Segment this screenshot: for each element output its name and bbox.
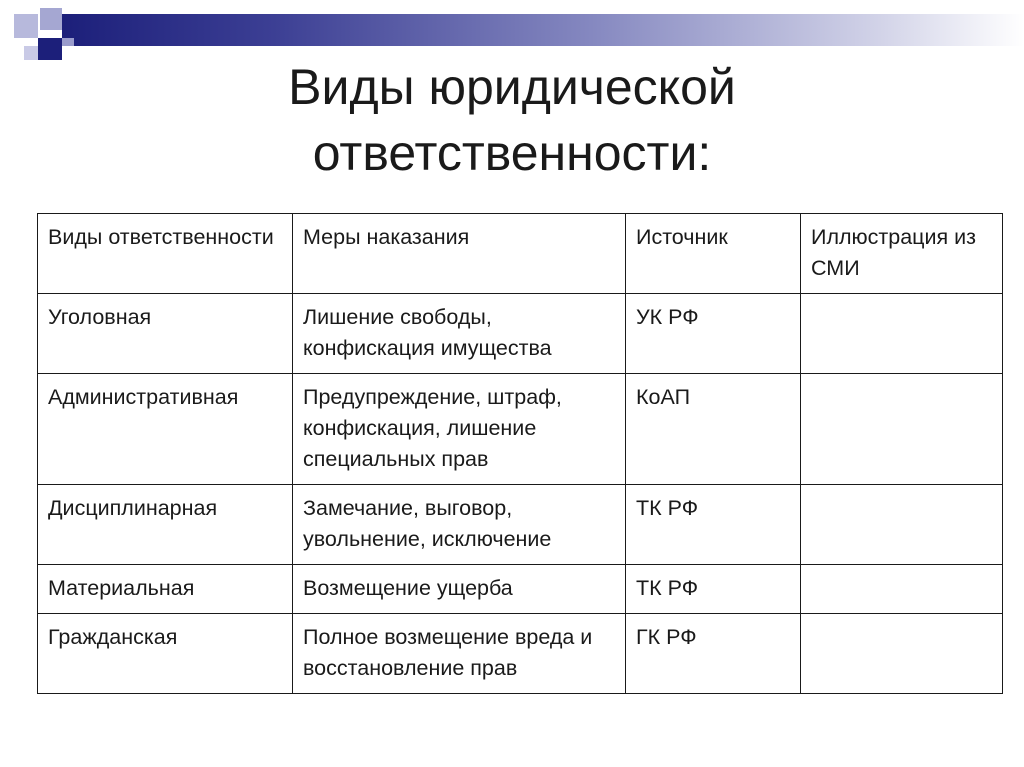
header-cell: Меры наказания: [293, 214, 626, 294]
measures-cell: Замечание, выговор, увольнение, исключение: [293, 485, 626, 565]
type-cell: Дисциплинарная: [38, 485, 293, 565]
illustration-cell: [801, 294, 1003, 374]
header-cell: Источник: [626, 214, 801, 294]
type-cell: Административная: [38, 374, 293, 485]
measures-cell: Полное возмещение вреда и восстановление прав: [293, 614, 626, 694]
decor-square: [40, 8, 62, 30]
table-row: [38, 614, 1003, 694]
type-cell: Гражданская: [38, 614, 293, 694]
illustration-cell: [801, 614, 1003, 694]
source-cell: УК РФ: [626, 294, 801, 374]
measures-cell: Возмещение ущерба: [293, 565, 626, 614]
source-cell: КоАП: [626, 374, 801, 485]
table-header-row: [38, 214, 1003, 294]
illustration-cell: [801, 374, 1003, 485]
decor-square: [62, 38, 74, 46]
table-row: [38, 374, 1003, 485]
title-line-1: Виды юридической: [288, 59, 736, 115]
measures-cell: Лишение свободы, конфискация имущества: [293, 294, 626, 374]
table-row: [38, 565, 1003, 614]
responsibility-table: [37, 213, 1003, 694]
table-row: [38, 485, 1003, 565]
title-line-2: ответственности:: [312, 125, 712, 181]
illustration-cell: [801, 565, 1003, 614]
illustration-cell: [801, 485, 1003, 565]
table-row: [38, 294, 1003, 374]
page-title: [0, 54, 1024, 186]
header-cell: Иллюстрация из СМИ: [801, 214, 1003, 294]
source-cell: ТК РФ: [626, 565, 801, 614]
type-cell: Уголовная: [38, 294, 293, 374]
decor-square: [14, 14, 38, 38]
header-cell: Виды ответственности: [38, 214, 293, 294]
type-cell: Материальная: [38, 565, 293, 614]
source-cell: ТК РФ: [626, 485, 801, 565]
measures-cell: Предупреждение, штраф, конфискация, лишение специальных прав: [293, 374, 626, 485]
source-cell: ГК РФ: [626, 614, 801, 694]
gradient-bar: [62, 14, 1024, 46]
